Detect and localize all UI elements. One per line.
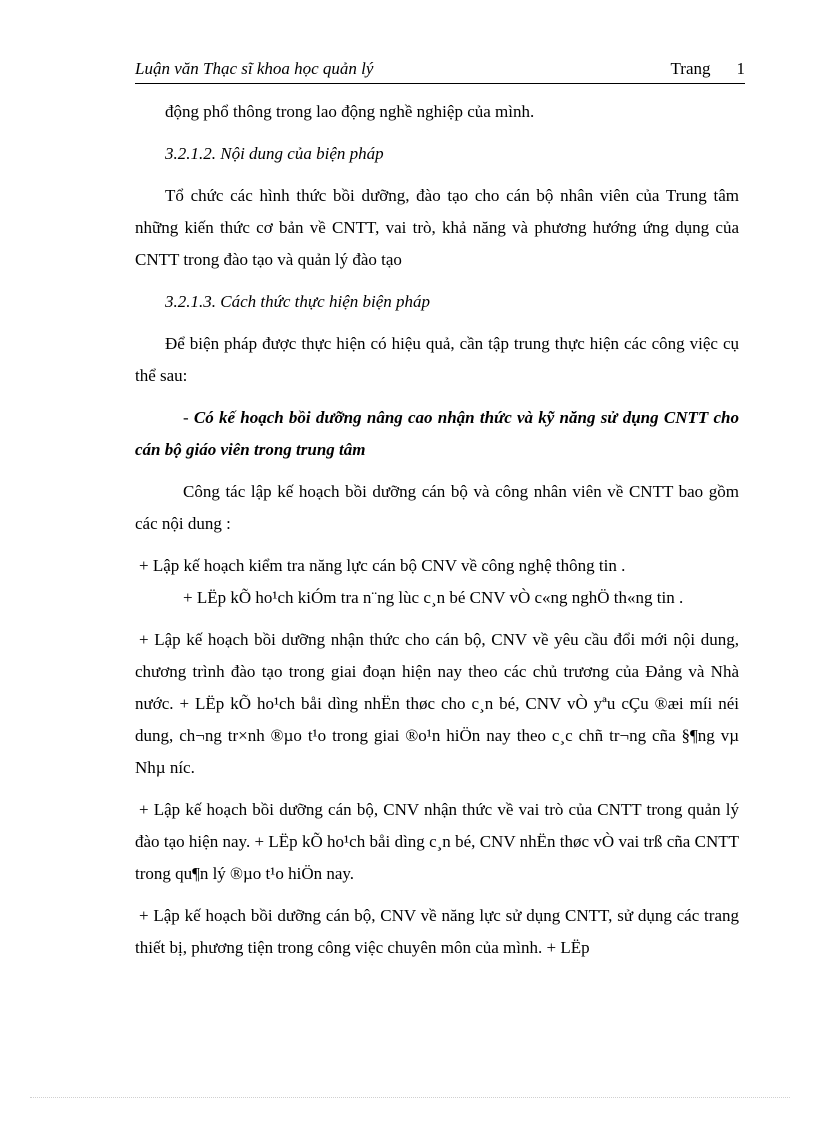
list-item-garbled: + LËp kÕ ho¹ch kiÓm tra n¨ng lùc c¸n bé CNV vÒ c«ng nghÖ th«ng tin . <box>183 588 684 607</box>
bold-item <box>135 402 739 466</box>
page-label: Trang <box>670 59 711 78</box>
page-header <box>135 57 745 84</box>
section-heading-content: 3.2.1.2. Nội dung của biện pháp <box>165 144 384 163</box>
page-number: 1 <box>736 59 745 78</box>
paragraph-continuation: động phổ thông trong lao động nghề nghiệp của mình. <box>165 102 535 121</box>
list-item: + Lập kế hoạch bồi dưỡng cán bộ, CNV nhận thức về vai trò của CNTT trong quản lý đào tạo hiện nay. + LËp kÕ ho¹ch båi dìng c¸n bé, CNV nhËn thøc vÒ vai trß cña CNTT trong qu¶n lý ®µo t¹o hiÖn nay. <box>135 800 739 883</box>
list-item: + Lập kế hoạch bồi dưỡng nhận thức cho cán bộ, CNV về yêu cầu đổi mới nội dung, chương trình đào tạo trong giai đoạn hiện nay theo các chủ trương của Đảng và Nhà nước. + LËp kÕ ho¹ch båi dìng nhËn thøc cho c¸n bé, CNV vÒ yªu cÇu ®æi míi néi dung, ch¬ng tr×nh ®µo t¹o trong giai ®o¹n hiÖn nay theo c¸c chñ tr¬ng cña §¶ng vµ Nhµ níc. <box>135 630 739 777</box>
paragraph-planning: Công tác lập kế hoạch bồi dưỡng cán bộ và công nhân viên về CNTT bao gồm các nội dung : <box>135 482 739 533</box>
bold-item-text: Có kế hoạch bồi dưỡng nâng cao nhận thức và kỹ năng sử dụng CNTT cho cán bộ giáo viên trong trung tâm <box>135 408 739 459</box>
list-item: + Lập kế hoạch kiểm tra năng lực cán bộ CNV về công nghệ thông tin . <box>139 556 626 575</box>
section-heading-method: 3.2.1.3. Cách thức thực hiện biện pháp <box>165 292 431 311</box>
paragraph-intro: Để biện pháp được thực hiện có hiệu quả, cần tập trung thực hiện các công việc cụ thể sau: <box>135 334 739 385</box>
document-body <box>135 96 739 974</box>
page-indicator <box>671 59 746 79</box>
list-item: + Lập kế hoạch bồi dưỡng cán bộ, CNV về năng lực sử dụng CNTT, sử dụng các trang thiết bị, phương tiện trong công việc chuyên môn của mình. + LËp <box>135 906 739 957</box>
page-bottom-divider <box>30 1097 790 1098</box>
bold-item-dash: - <box>183 408 194 427</box>
header-title: Luận văn Thạc sĩ khoa học quản lý <box>135 59 374 78</box>
paragraph-content: Tổ chức các hình thức bồi dưỡng, đào tạo cho cán bộ nhân viên của Trung tâm những kiến thức cơ bản về CNTT, vai trò, khả năng và phương hướng ứng dụng của CNTT trong đào tạo và quản lý đào tạo <box>135 186 739 269</box>
